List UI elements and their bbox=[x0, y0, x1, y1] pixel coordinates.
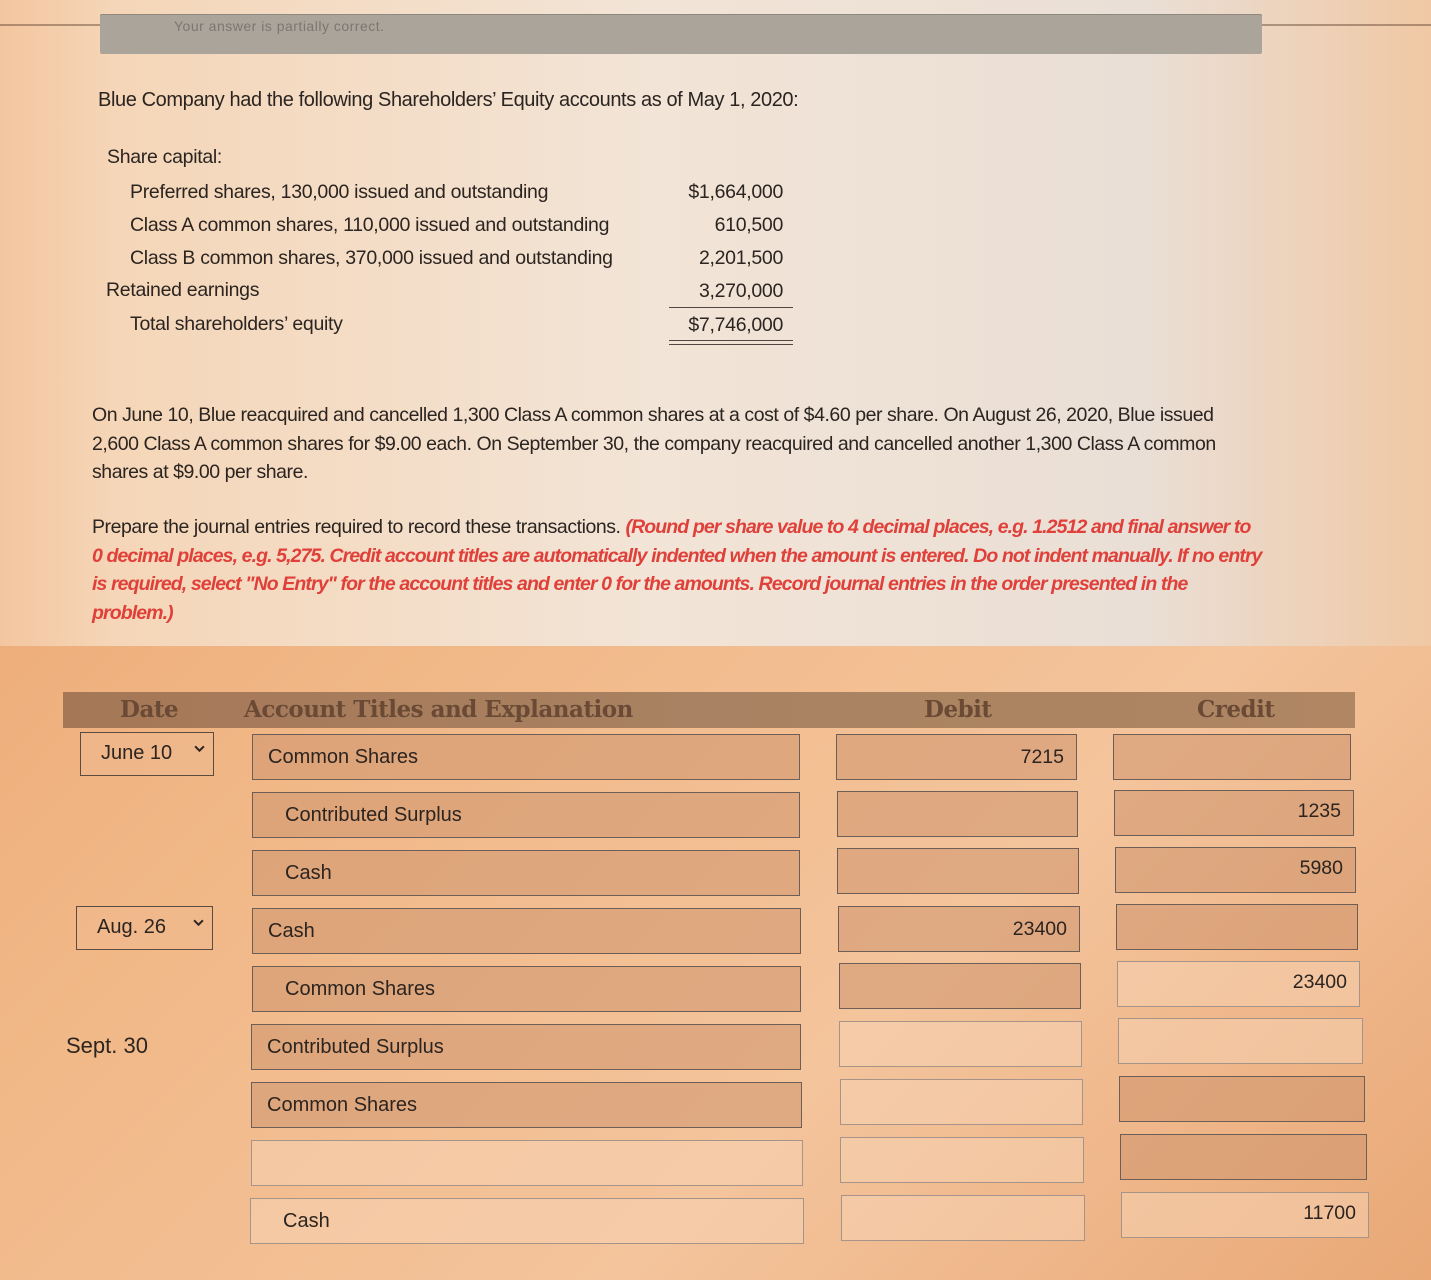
feedback-banner-text: Your answer is partially correct. bbox=[174, 18, 385, 34]
debit-input[interactable] bbox=[839, 1021, 1082, 1067]
equity-line-label: Class B common shares, 370,000 issued and outstanding bbox=[130, 247, 613, 269]
credit-input[interactable] bbox=[1118, 1018, 1363, 1064]
problem-narrative: On June 10, Blue reacquired and cancelled 1,300 Class A common shares at a cost of $4.60 per share. On August 26, 2020, Blue issued 2,600 Class A common shares for $9.00 each. On September 30, the company reacquired and cancelled another 1,300 Class A common shares at $9.00 per share. bbox=[92, 404, 1216, 483]
account-title-input[interactable]: Common Shares bbox=[252, 966, 801, 1012]
instructions bbox=[92, 513, 1262, 627]
problem-intro: Blue Company had the following Shareholders’ Equity accounts as of May 1, 2020: bbox=[98, 89, 799, 111]
date-select-value: Aug. 26 bbox=[97, 916, 166, 938]
account-title-input[interactable]: Contributed Surplus bbox=[251, 1024, 801, 1070]
account-title-input[interactable] bbox=[251, 1140, 803, 1186]
equity-line-amount: $1,664,000 bbox=[688, 181, 783, 203]
credit-input[interactable] bbox=[1119, 1076, 1365, 1122]
debit-input[interactable] bbox=[840, 1079, 1083, 1125]
subtotal-rule bbox=[669, 307, 793, 308]
account-title-input[interactable]: Cash bbox=[250, 1198, 804, 1244]
feedback-banner bbox=[100, 14, 1262, 54]
credit-column-header: Credit bbox=[1197, 696, 1275, 723]
instructions-note: (Round per share value to 4 decimal places, e.g. 1.2512 and final answer to 0 decimal places, e.g. 5,275. Credit account titles are automatically indented when the amount is entered. Do not indent manually. If no entry is required, select "No Entry" for the account titles and enter 0 for the amounts. Record journal entries in the order presented in the problem.) bbox=[92, 516, 1262, 624]
account-title-input[interactable]: Cash bbox=[252, 850, 800, 896]
equity-line-amount: 3,270,000 bbox=[698, 280, 783, 302]
debit-input[interactable] bbox=[840, 1137, 1084, 1183]
account-title-input[interactable]: Contributed Surplus bbox=[252, 792, 800, 838]
debit-column-header: Debit bbox=[924, 696, 992, 723]
account-title-input[interactable]: Common Shares bbox=[252, 734, 800, 780]
debit-input[interactable]: 7215 bbox=[836, 734, 1077, 780]
date-select-value: June 10 bbox=[101, 742, 173, 764]
account-title-input[interactable]: Common Shares bbox=[251, 1082, 802, 1128]
credit-input[interactable]: 11700 bbox=[1121, 1192, 1369, 1238]
account-title-input[interactable]: Cash bbox=[252, 908, 801, 954]
debit-input[interactable] bbox=[839, 963, 1081, 1009]
date-select-june-10[interactable] bbox=[80, 732, 214, 776]
account-column-header: Account Titles and Explanation bbox=[244, 696, 633, 723]
debit-input[interactable] bbox=[837, 791, 1078, 837]
equity-line-amount: $7,746,000 bbox=[688, 314, 783, 336]
date-label-sept-30: Sept. 30 bbox=[66, 1033, 148, 1058]
credit-input[interactable] bbox=[1116, 904, 1358, 950]
chevron-down-icon bbox=[193, 917, 204, 928]
equity-line-amount: 610,500 bbox=[714, 214, 783, 236]
total-double-rule bbox=[669, 340, 793, 341]
journal-table-header bbox=[63, 692, 1355, 728]
chevron-down-icon bbox=[194, 743, 205, 754]
equity-line-label: Total shareholders’ equity bbox=[130, 313, 343, 335]
date-column-header: Date bbox=[120, 696, 179, 723]
debit-input[interactable] bbox=[837, 848, 1079, 894]
credit-input[interactable]: 1235 bbox=[1114, 790, 1354, 836]
credit-input[interactable] bbox=[1113, 734, 1351, 780]
debit-input[interactable]: 23400 bbox=[838, 906, 1080, 952]
date-select-aug-26[interactable] bbox=[76, 906, 213, 950]
credit-input[interactable] bbox=[1120, 1134, 1367, 1180]
equity-line-label: Preferred shares, 130,000 issued and outstanding bbox=[130, 181, 549, 203]
credit-input[interactable]: 5980 bbox=[1115, 847, 1356, 893]
equity-line-label: Retained earnings bbox=[106, 279, 260, 301]
share-capital-heading: Share capital: bbox=[107, 146, 223, 168]
equity-line-label: Class A common shares, 110,000 issued and outstanding bbox=[130, 214, 610, 236]
instructions-text: Prepare the journal entries required to record these transactions. bbox=[92, 516, 621, 538]
equity-line-amount: 2,201,500 bbox=[698, 247, 783, 269]
debit-input[interactable] bbox=[841, 1195, 1085, 1241]
credit-input[interactable]: 23400 bbox=[1117, 961, 1360, 1007]
total-double-rule bbox=[669, 344, 793, 345]
